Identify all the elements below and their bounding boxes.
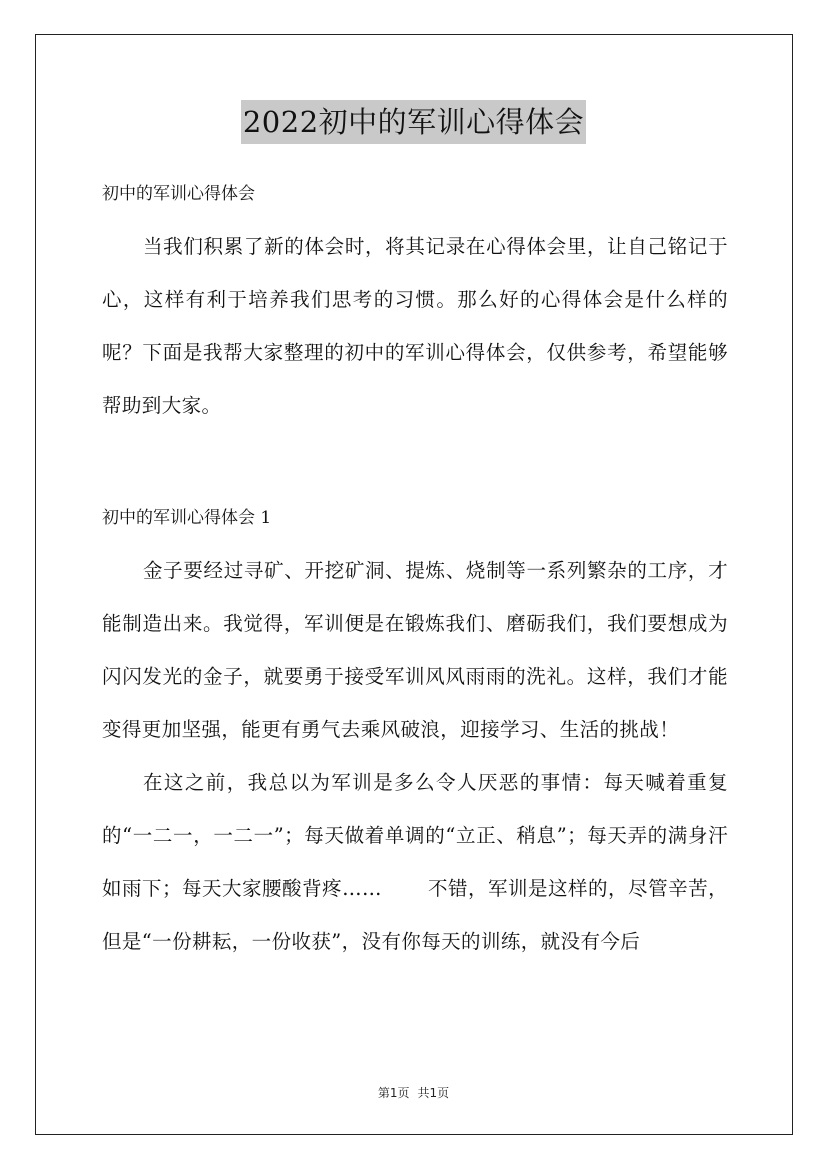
section1-heading: 初中的军训心得体会 1: [102, 508, 272, 528]
section1-paragraph-1: 金子要经过寻矿、开挖矿洞、提炼、烧制等一系列繁杂的工序，才能制造出来。我觉得，军训便是在锻炼我们、磨砺我们，我们要想成为闪闪发光的金子，就要勇于接受军训风风雨雨的洗礼。这样，我们才能变得更加坚强，能更有勇气去乘风破浪，迎接学习、生活的挑战！: [102, 559, 728, 741]
page-footer: [0, 1084, 827, 1101]
section-spacer: [102, 432, 728, 480]
section1-paragraph-2-part-2: 不错，军训是这样的，尽管辛苦，但是“一份耕耘，一份收获”，没有你每天的训练，就没有今后: [102, 877, 728, 953]
page-number: 第1页: [377, 1086, 410, 1100]
title-container: [0, 100, 827, 144]
total-pages: 共1页: [417, 1086, 450, 1100]
section1-paragraph-2-part-1: 在这之前，我总以为军训是多么令人厌恶的事情：每天喊着重复的“一二一，一二一”；每天做着单调的“立正、稍息”；每天弄的满身汗如雨下；每天大家腰酸背疼……: [102, 771, 728, 900]
document-body: [102, 168, 728, 968]
section1-paragraph-2: [102, 756, 728, 968]
intro-paragraph: 当我们积累了新的体会时，将其记录在心得体会里，让自己铭记于心，这样有利于培养我们思考的习惯。那么好的心得体会是什么样的呢？下面是我帮大家整理的初中的军训心得体会，仅供参考，希望能够帮助到大家。: [102, 235, 728, 417]
intro-heading: 初中的军训心得体会: [102, 184, 255, 204]
document-title: 2022初中的军训心得体会: [241, 100, 586, 144]
